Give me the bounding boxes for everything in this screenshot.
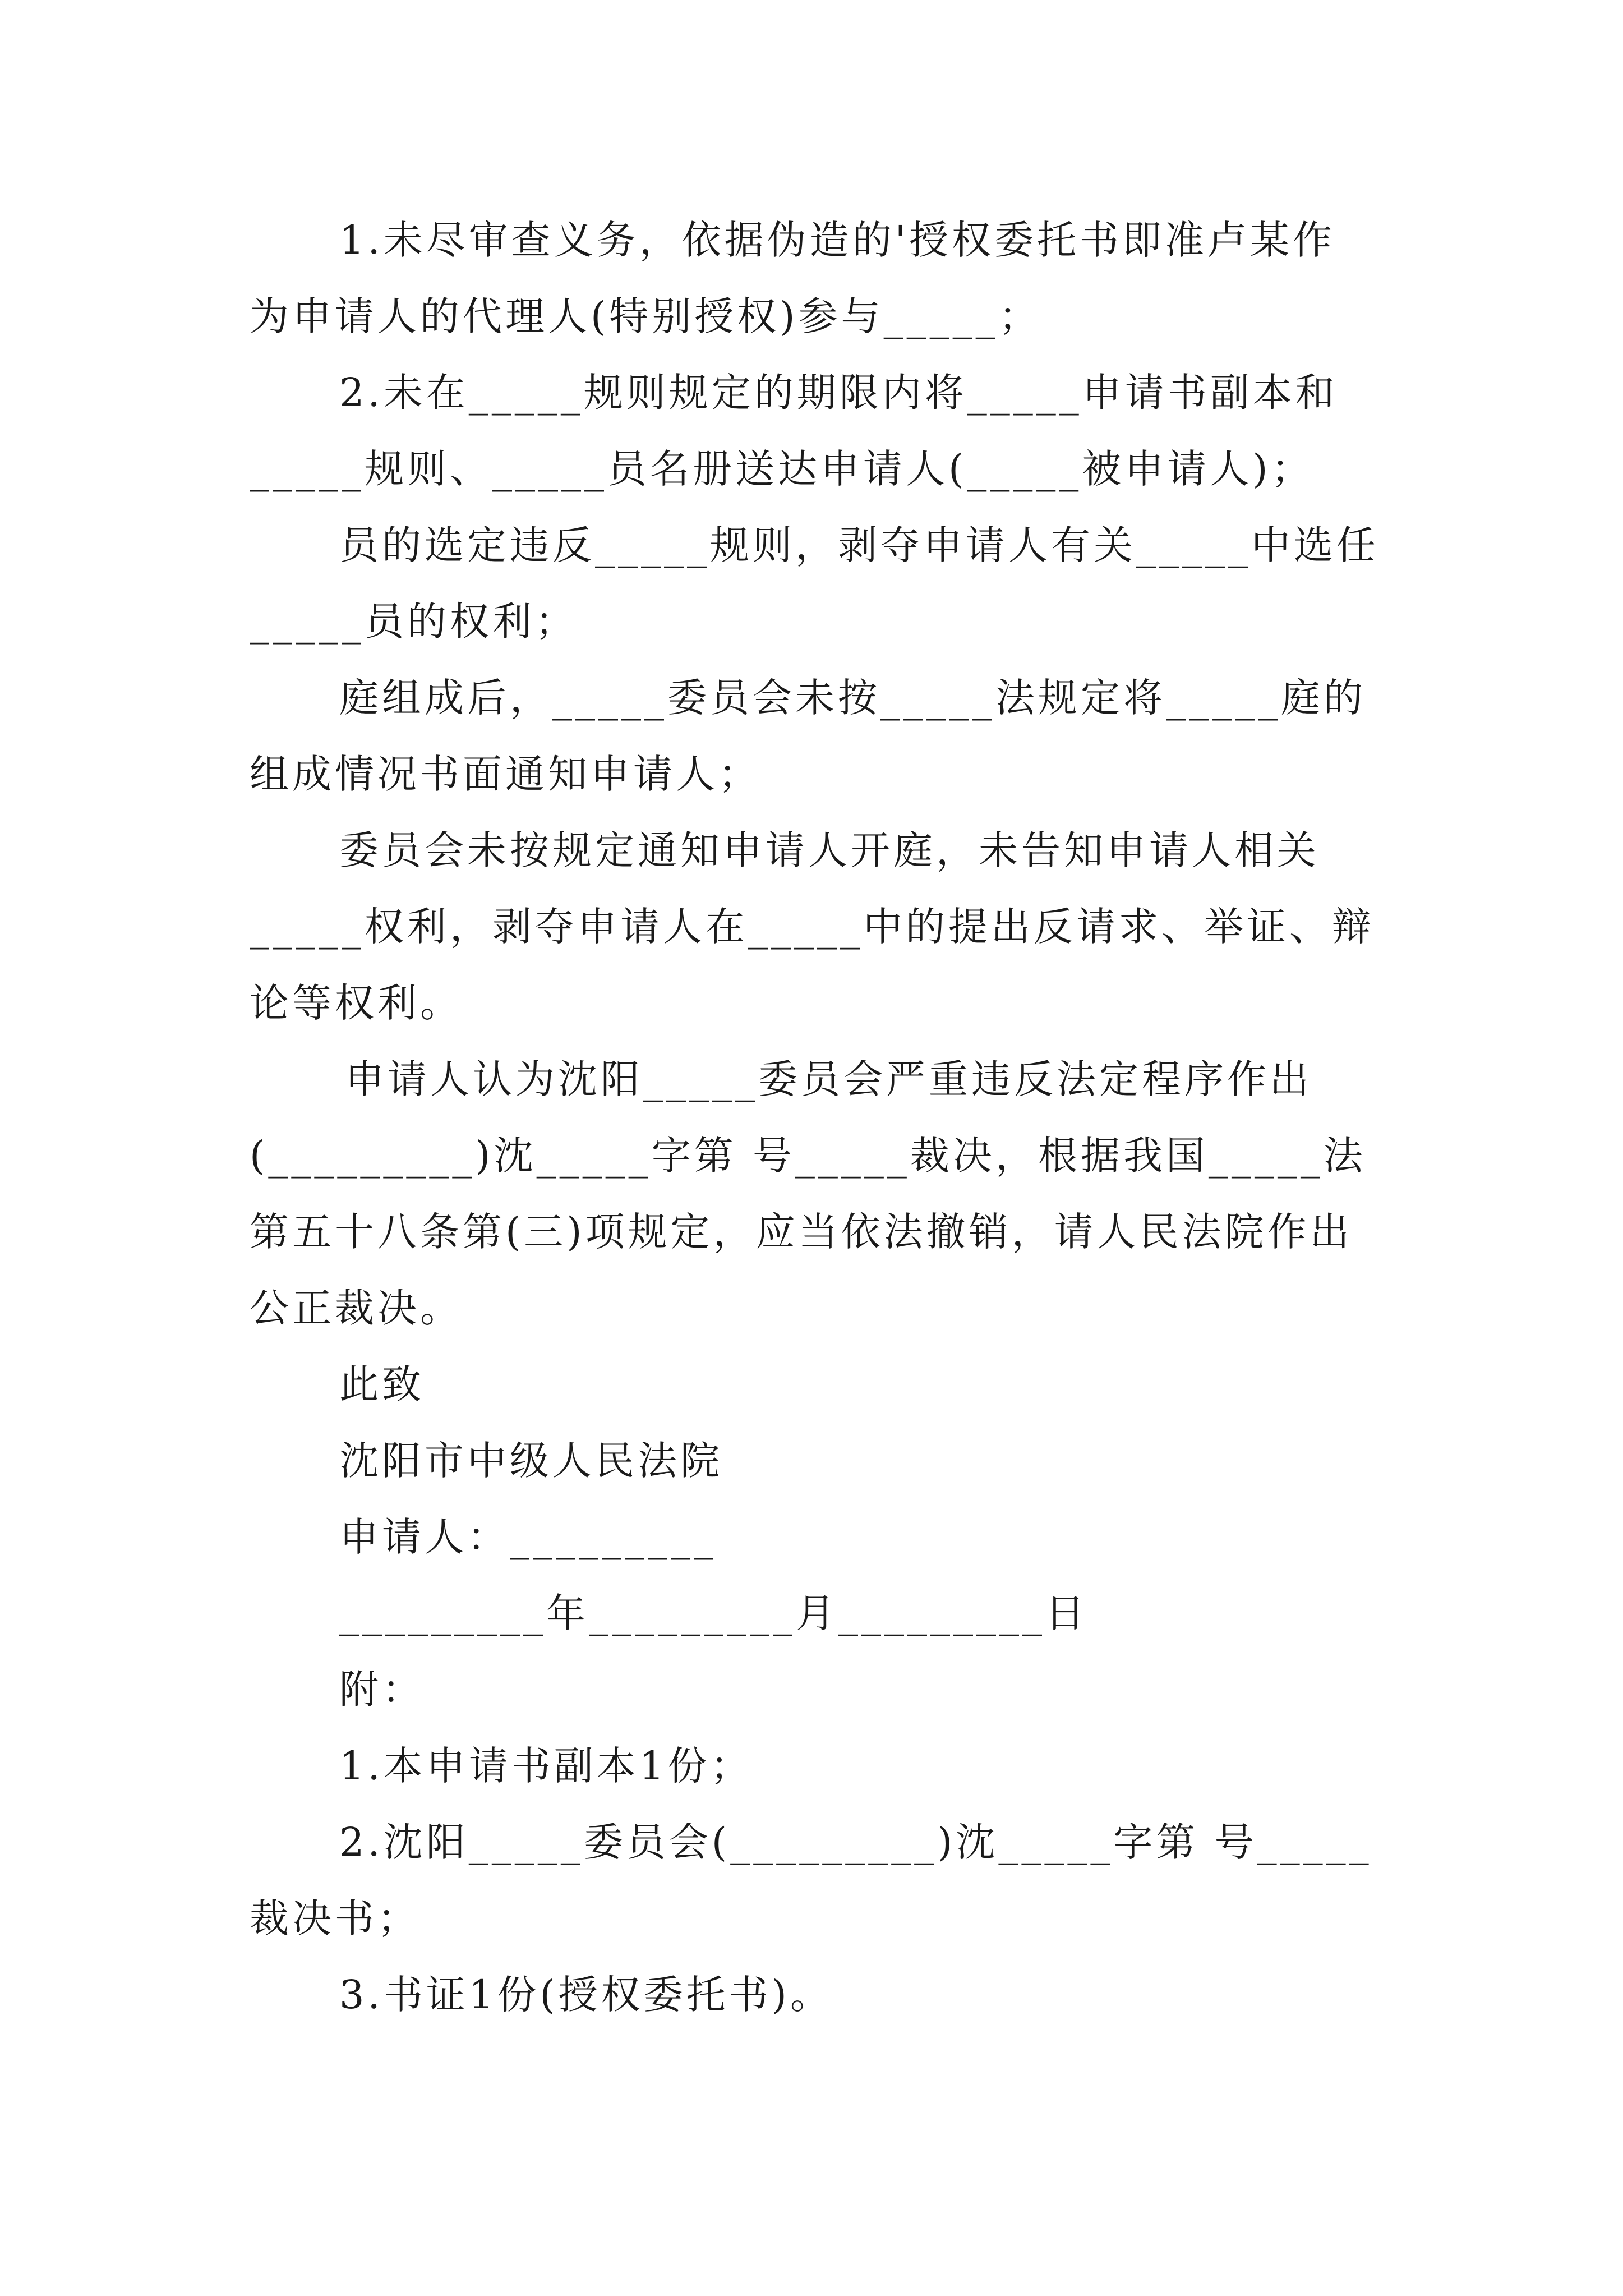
attachment-item-3: 3.书证1份(授权委托书)。 [339,1972,833,2018]
salutation: 此致 [339,1361,425,1407]
paragraph-line-13: (_________)沈_____字第 号_____裁决，根据我国_____法 [250,1133,1366,1179]
paragraph-line-2: 为申请人的代理人(特别授权)参与_____； [250,293,1041,339]
attachment-item-2-continued: 裁决书； [250,1895,420,1941]
paragraph-line-5: 员的选定违反_____规则，剥夺申请人有关_____中选任 [339,522,1379,568]
attachments-heading: 附： [339,1667,425,1713]
date-line: _________年_________月_________日 [339,1590,1088,1636]
paragraph-line-15: 公正裁决。 [250,1285,463,1331]
paragraph-line-7: 庭组成后，_____委员会未按_____法规定将_____庭的 [339,675,1366,721]
paragraph-line-12: 申请人认为沈阳_____委员会严重违反法定程序作出 [345,1056,1312,1102]
applicant-signature-line: 申请人：_________ [339,1514,717,1560]
paragraph-line-11: 论等权利。 [250,980,463,1026]
paragraph-line-9: 委员会未按规定通知申请人开庭，未告知申请人相关 [339,827,1320,873]
attachment-item-2: 2.沈阳_____委员会(_________)沈_____字第 号_____ [339,1819,1372,1865]
attachment-item-1: 1.本申请书副本1份； [339,1743,753,1789]
paragraph-line-10: _____权利，剥夺申请人在_____中的提出反请求、举证、辩 [250,904,1375,950]
paragraph-line-1: 1.未尽审查义务，依据伪造的'授权委托书即准卢某作 [339,217,1336,263]
paragraph-line-6: _____员的权利； [250,599,578,645]
paragraph-line-14: 第五十八条第(三)项规定，应当依法撤销，请人民法院作出 [250,1209,1353,1255]
paragraph-line-4: _____规则、_____员名册送达申请人(_____被申请人)； [250,446,1314,492]
paragraph-line-3: 2.未在_____规则规定的期限内将_____申请书副本和 [339,370,1338,416]
recipient-court: 沈阳市中级人民法院 [339,1438,723,1484]
document-body [250,202,1382,2033]
paragraph-line-8: 组成情况书面通知申请人； [250,751,761,797]
